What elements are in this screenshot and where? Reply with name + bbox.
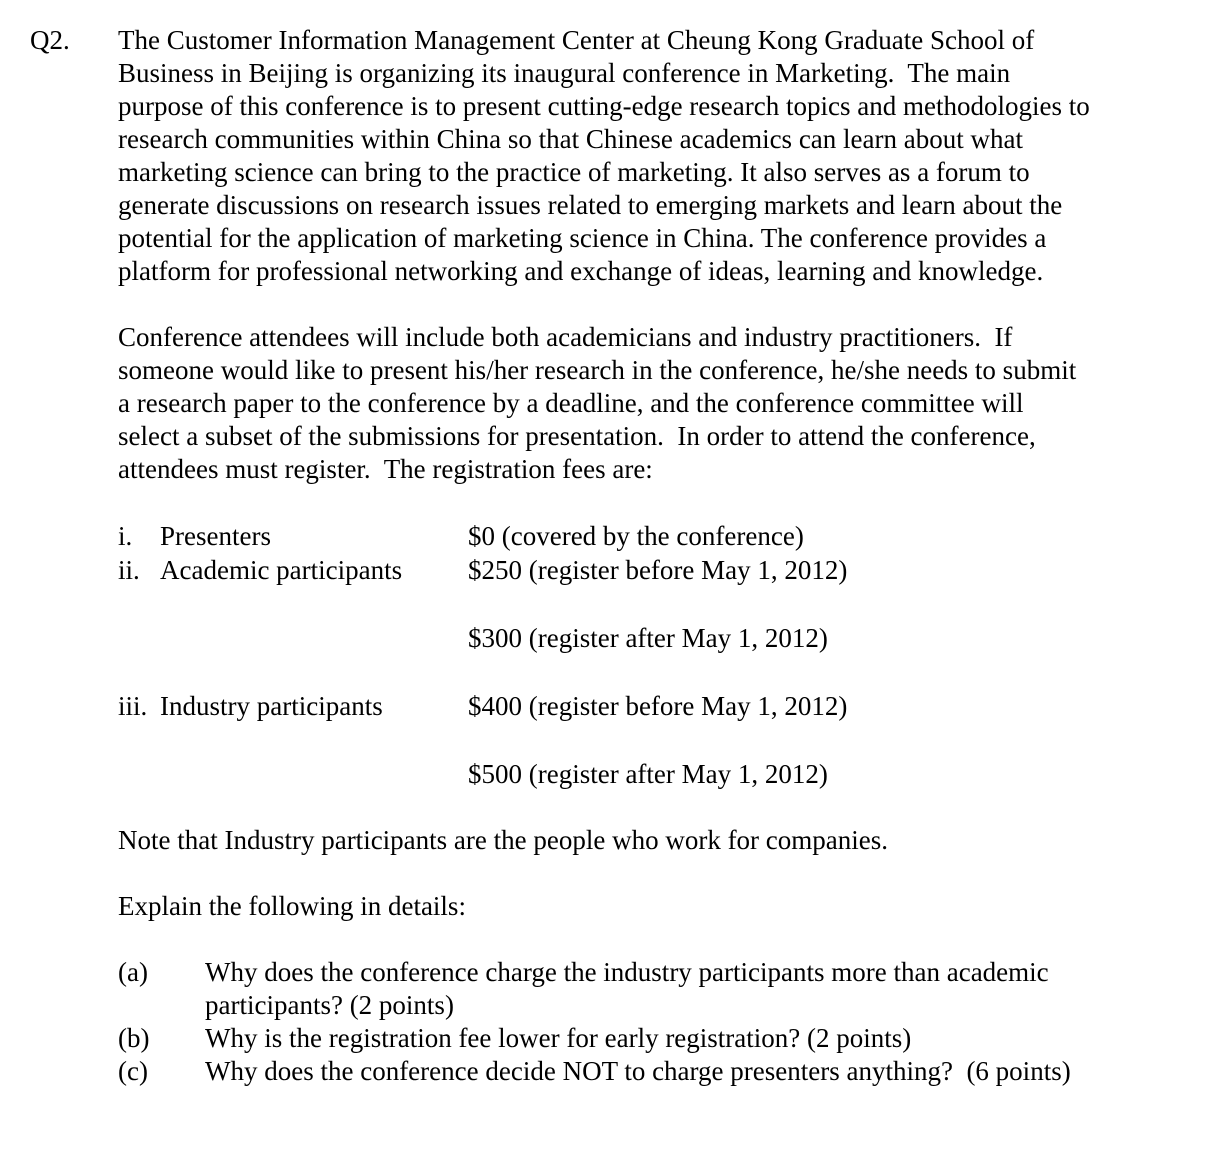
text-line: research communities within China so that Chinese academics can learn about what [118, 124, 1023, 154]
fee-participant-type: Industry participants [160, 691, 383, 721]
text-line: someone would like to present his/her research in the conference, he/she needs to submit [118, 355, 1077, 385]
text-line: The Customer Information Management Center at Cheung Kong Graduate School of [118, 25, 1035, 55]
text-line: purpose of this conference is to present cutting-edge research topics and methodologies to [118, 91, 1090, 121]
registration-fee-list [118, 519, 1183, 791]
text-line: select a subset of the submissions for presentation. In order to attend the conference, [118, 421, 1036, 451]
text-line: Conference attendees will include both academicians and industry practitioners. If [118, 322, 1013, 352]
question-number-label: Q2. [30, 25, 70, 55]
question-block [0, 24, 1218, 1088]
text-line: Why is the registration fee lower for early registration? (2 points) [205, 1023, 912, 1053]
fee-row [118, 757, 1183, 791]
fee-amount: $300 (register after May 1, 2012) [468, 623, 828, 653]
subquestion-list [118, 956, 1183, 1088]
text-line: marketing science can bring to the practice of marketing. It also serves as a forum to [118, 157, 1030, 187]
subquestion-text [205, 956, 1183, 1022]
fee-participant-type: Presenters [160, 521, 271, 551]
instruction-spacer [118, 857, 1183, 890]
note-spacer [118, 791, 1183, 824]
text-line: Business in Beijing is organizing its inaugural conference in Marketing. The main [118, 58, 1011, 88]
subquestion-spacer [118, 923, 1183, 956]
question-body [118, 24, 1183, 1088]
explain-instruction: Explain the following in details: [118, 891, 466, 921]
fee-row [118, 689, 1183, 723]
text-line: Why does the conference charge the industry participants more than academic [205, 957, 1049, 987]
subquestion-label: (b) [118, 1023, 150, 1053]
fee-numeral: ii. [118, 555, 140, 585]
text-line: potential for the application of marketing science in China. The conference provides a [118, 223, 1047, 253]
text-line: a research paper to the conference by a deadline, and the conference committee will [118, 388, 1024, 418]
paragraph-spacer [118, 288, 1183, 321]
text-line: participants? (2 points) [205, 990, 454, 1020]
paragraph-attendees [118, 321, 1183, 486]
text-line: generate discussions on research issues related to emerging markets and learn about the [118, 190, 1063, 220]
fee-participant-type: Academic participants [160, 555, 403, 585]
fee-numeral: i. [118, 521, 133, 551]
subquestion-label: (c) [118, 1056, 148, 1086]
fee-amount: $0 (covered by the conference) [468, 521, 804, 551]
text-line: Why does the conference decide NOT to charge presenters anything? (6 points) [205, 1056, 1071, 1086]
subquestion-text [205, 1022, 1183, 1055]
fee-amount: $250 (register before May 1, 2012) [468, 555, 848, 585]
fee-row [118, 519, 1183, 553]
subquestion-label: (a) [118, 957, 148, 987]
industry-note: Note that Industry participants are the people who work for companies. [118, 825, 889, 855]
text-line: attendees must register. The registration fees are: [118, 454, 653, 484]
subquestion-b [118, 1022, 1183, 1055]
subquestion-c [118, 1055, 1183, 1088]
paragraph-intro [118, 24, 1183, 288]
fee-amount: $400 (register before May 1, 2012) [468, 691, 848, 721]
fee-row [118, 553, 1183, 587]
subquestion-text [205, 1055, 1183, 1088]
fee-list-spacer [118, 486, 1183, 519]
fee-amount: $500 (register after May 1, 2012) [468, 759, 828, 789]
fee-numeral: iii. [118, 691, 148, 721]
text-line: platform for professional networking and exchange of ideas, learning and knowledge. [118, 256, 1044, 286]
subquestion-a [118, 956, 1183, 1022]
fee-row [118, 621, 1183, 655]
